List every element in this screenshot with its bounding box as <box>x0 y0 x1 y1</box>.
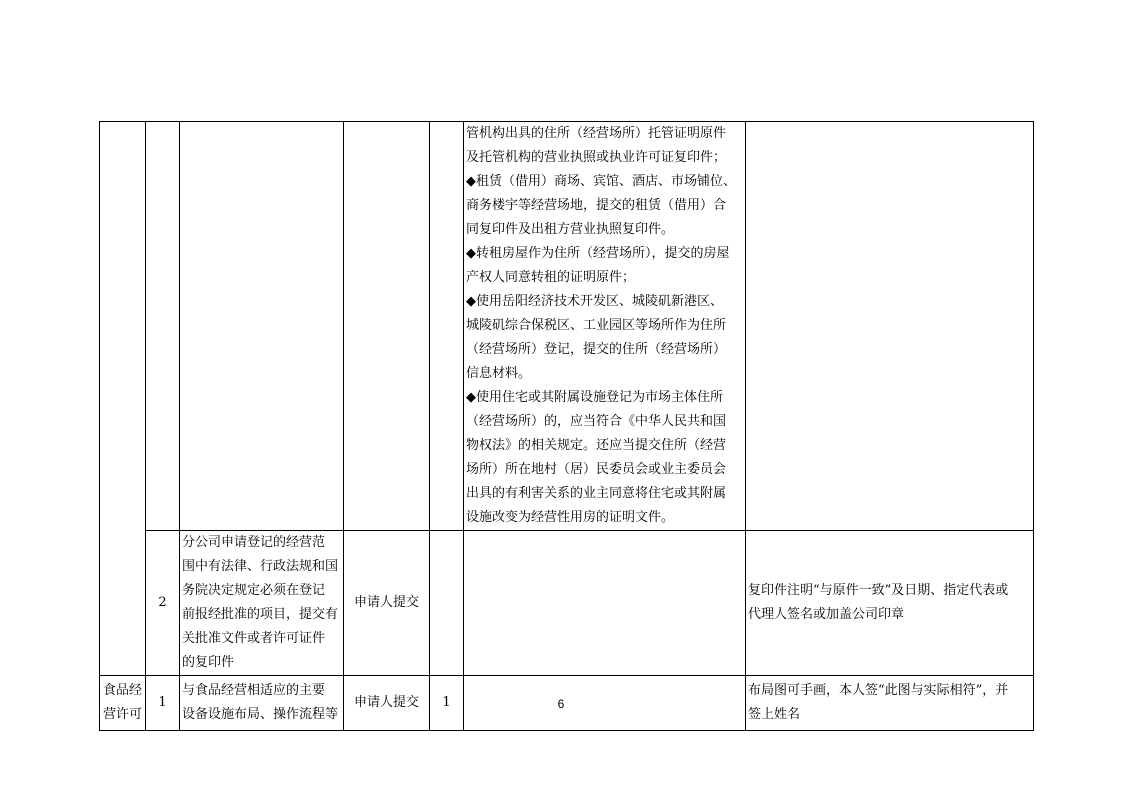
notes-line: 复印件注明“与原件一致”及日期、指定代表或 <box>748 583 1009 598</box>
category-line: 食品经 <box>102 683 142 698</box>
requirements-line: 物权法》的相关规定。还应当提交住所（经营 <box>466 438 727 453</box>
requirements-line: 管机构出具的住所（经营场所）托管证明原件 <box>466 126 727 141</box>
material-line: 分公司申请登记的经营范 <box>182 535 326 550</box>
table-row <box>100 122 1034 531</box>
requirements-line: ◆租赁（借用）商场、宾馆、酒店、市场铺位、 <box>466 174 736 189</box>
source-cell: 申请人提交 <box>344 531 430 676</box>
material-line: 与食品经营相适应的主要 <box>182 683 326 698</box>
copies-cell <box>430 531 464 676</box>
requirements-line: 同复印件及出租方营业执照复印件。 <box>466 222 675 237</box>
category-cell <box>100 122 146 676</box>
notes-line: 代理人签名或加盖公司印章 <box>748 607 905 622</box>
source-cell <box>344 122 430 531</box>
requirements-line: ◆使用岳阳经济技术开发区、城陵矶新港区、 <box>466 294 723 309</box>
material-cell <box>180 531 344 676</box>
source-cell: 申请人提交 <box>344 676 430 731</box>
notes-cell <box>746 531 1034 676</box>
material-line: 关批准文件或者许可证件 <box>182 631 326 646</box>
requirements-line: 信息材料。 <box>466 366 532 381</box>
requirements-line: 设施改变为经营性用房的证明文件。 <box>466 510 675 525</box>
notes-line: 签上姓名 <box>748 707 801 722</box>
material-cell <box>180 122 344 531</box>
material-line: 围中有法律、行政法规和国 <box>182 559 339 574</box>
number-cell: 2 <box>146 531 180 676</box>
notes-line: 布局图可手画，本人签“此图与实际相符”，并 <box>748 683 1009 698</box>
notes-cell <box>746 122 1034 531</box>
requirements-line: （经营场所）登记，提交的住所（经营场所） <box>466 342 727 357</box>
copies-cell <box>430 122 464 531</box>
requirements-line: 产权人同意转租的证明原件； <box>466 270 636 285</box>
requirements-line: ◆使用住宅或其附属设施登记为市场主体住所 <box>466 390 723 405</box>
material-line: 设备设施布局、操作流程等 <box>182 707 339 722</box>
page-number: 6 <box>557 697 565 711</box>
category-line: 营许可 <box>102 707 142 722</box>
requirements-line: 城陵矶综合保税区、工业园区等场所作为住所 <box>466 318 727 333</box>
materials-table <box>99 121 1034 731</box>
requirements-line: 场所）所在地村（居）民委员会或业主委员会 <box>466 462 727 477</box>
copies-cell: 1 <box>430 676 464 731</box>
table-row <box>100 531 1034 676</box>
material-line: 的复印件 <box>182 655 235 670</box>
material-line: 前报经批准的项目，提交有 <box>182 607 339 622</box>
requirements-line: 出具的有利害关系的业主同意将住宅或其附属 <box>466 486 727 501</box>
number-cell: 1 <box>146 676 180 731</box>
requirements-cell <box>464 122 746 531</box>
requirements-line: （经营场所）的，应当符合《中华人民共和国 <box>466 414 727 429</box>
requirements-line: ◆转租房屋作为住所（经营场所），提交的房屋 <box>466 246 730 261</box>
number-cell <box>146 122 180 531</box>
requirements-line: 及托管机构的营业执照或执业许可证复印件； <box>466 150 727 165</box>
material-line: 务院决定规定必须在登记 <box>182 583 326 598</box>
requirements-cell <box>464 531 746 676</box>
requirements-line: 商务楼宇等经营场地，提交的租赁（借用）合 <box>466 198 727 213</box>
